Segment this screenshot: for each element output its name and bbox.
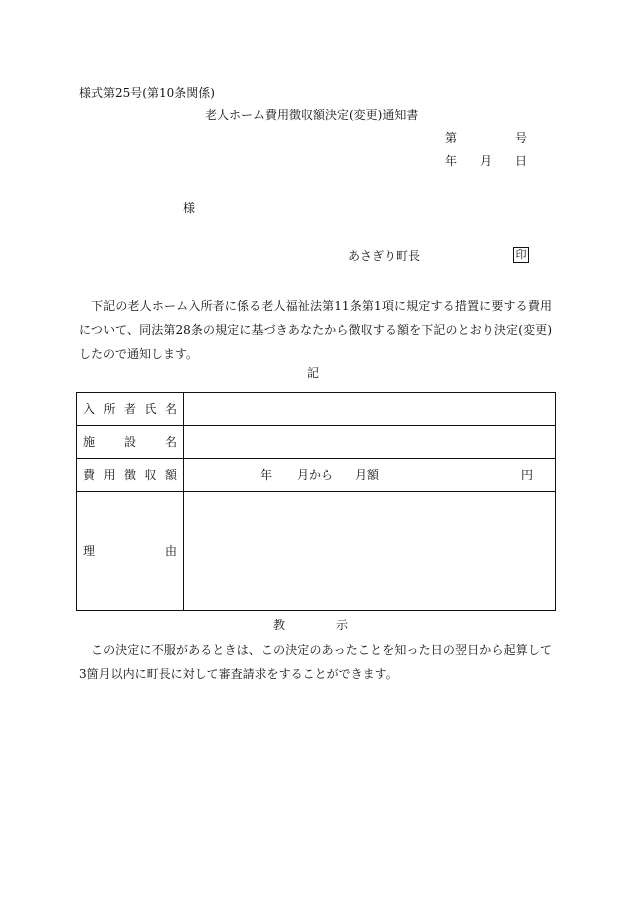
body-paragraph: 下記の老人ホーム入所者に係る老人福祉法第11条第1項に規定する措置に要する費用について、同法第28条の規定に基づきあなたから徴収する額を下記のとおり決定(変更)したので通知します。	[79, 299, 552, 361]
facility-name-value[interactable]	[184, 426, 556, 459]
table-row	[77, 459, 556, 492]
ki-heading: 記	[307, 366, 320, 380]
label-char: 設	[123, 435, 136, 449]
table-row	[77, 426, 556, 459]
addressee-honorific: 様	[183, 201, 196, 215]
label-char: 徴	[123, 468, 136, 482]
date-year: 年	[445, 154, 458, 168]
doc-number-prefix: 第	[445, 131, 458, 145]
label-char: 理	[83, 544, 96, 558]
instruction-title-2: 示	[336, 618, 349, 632]
fee-amount-value[interactable]	[184, 459, 556, 492]
label-char: 所	[103, 402, 116, 416]
fee-month-from: 月から	[297, 468, 334, 482]
fee-table	[76, 392, 556, 611]
label-char: 収	[144, 468, 157, 482]
facility-name-label	[77, 426, 184, 459]
fee-monthly-amount: 月額	[355, 468, 380, 482]
document-title: 老人ホーム費用徴収額決定(変更)通知書	[205, 108, 419, 122]
issuer-name: あさぎり町長	[348, 249, 421, 263]
form-number: 様式第25号(第10条関係)	[79, 86, 215, 100]
table-row	[77, 492, 556, 611]
resident-name-label	[77, 393, 184, 426]
label-char: 費	[83, 468, 96, 482]
label-char: 額	[164, 468, 177, 482]
label-char: 者	[123, 402, 136, 416]
label-char: 名	[164, 402, 177, 416]
date-month: 月	[480, 154, 493, 168]
label-char: 施	[83, 435, 96, 449]
label-char: 用	[103, 468, 116, 482]
reason-label	[77, 492, 184, 611]
reason-value[interactable]	[184, 492, 556, 611]
label-char: 入	[83, 402, 96, 416]
fee-yen: 円	[521, 468, 534, 482]
label-char: 名	[164, 435, 177, 449]
fee-amount-label	[77, 459, 184, 492]
label-char: 氏	[144, 402, 157, 416]
resident-name-value[interactable]	[184, 393, 556, 426]
date-day: 日	[515, 154, 528, 168]
fee-year: 年	[260, 468, 273, 482]
label-char: 由	[164, 544, 177, 558]
table-row	[77, 393, 556, 426]
instruction-title-1: 教	[273, 618, 286, 632]
seal-mark: 印	[513, 247, 529, 263]
instruction-text: この決定に不服があるときは、この決定のあったことを知った日の翌日から起算して3箇月以内に町長に対して審査請求をすることができます。	[79, 643, 552, 681]
doc-number-suffix: 号	[515, 131, 528, 145]
